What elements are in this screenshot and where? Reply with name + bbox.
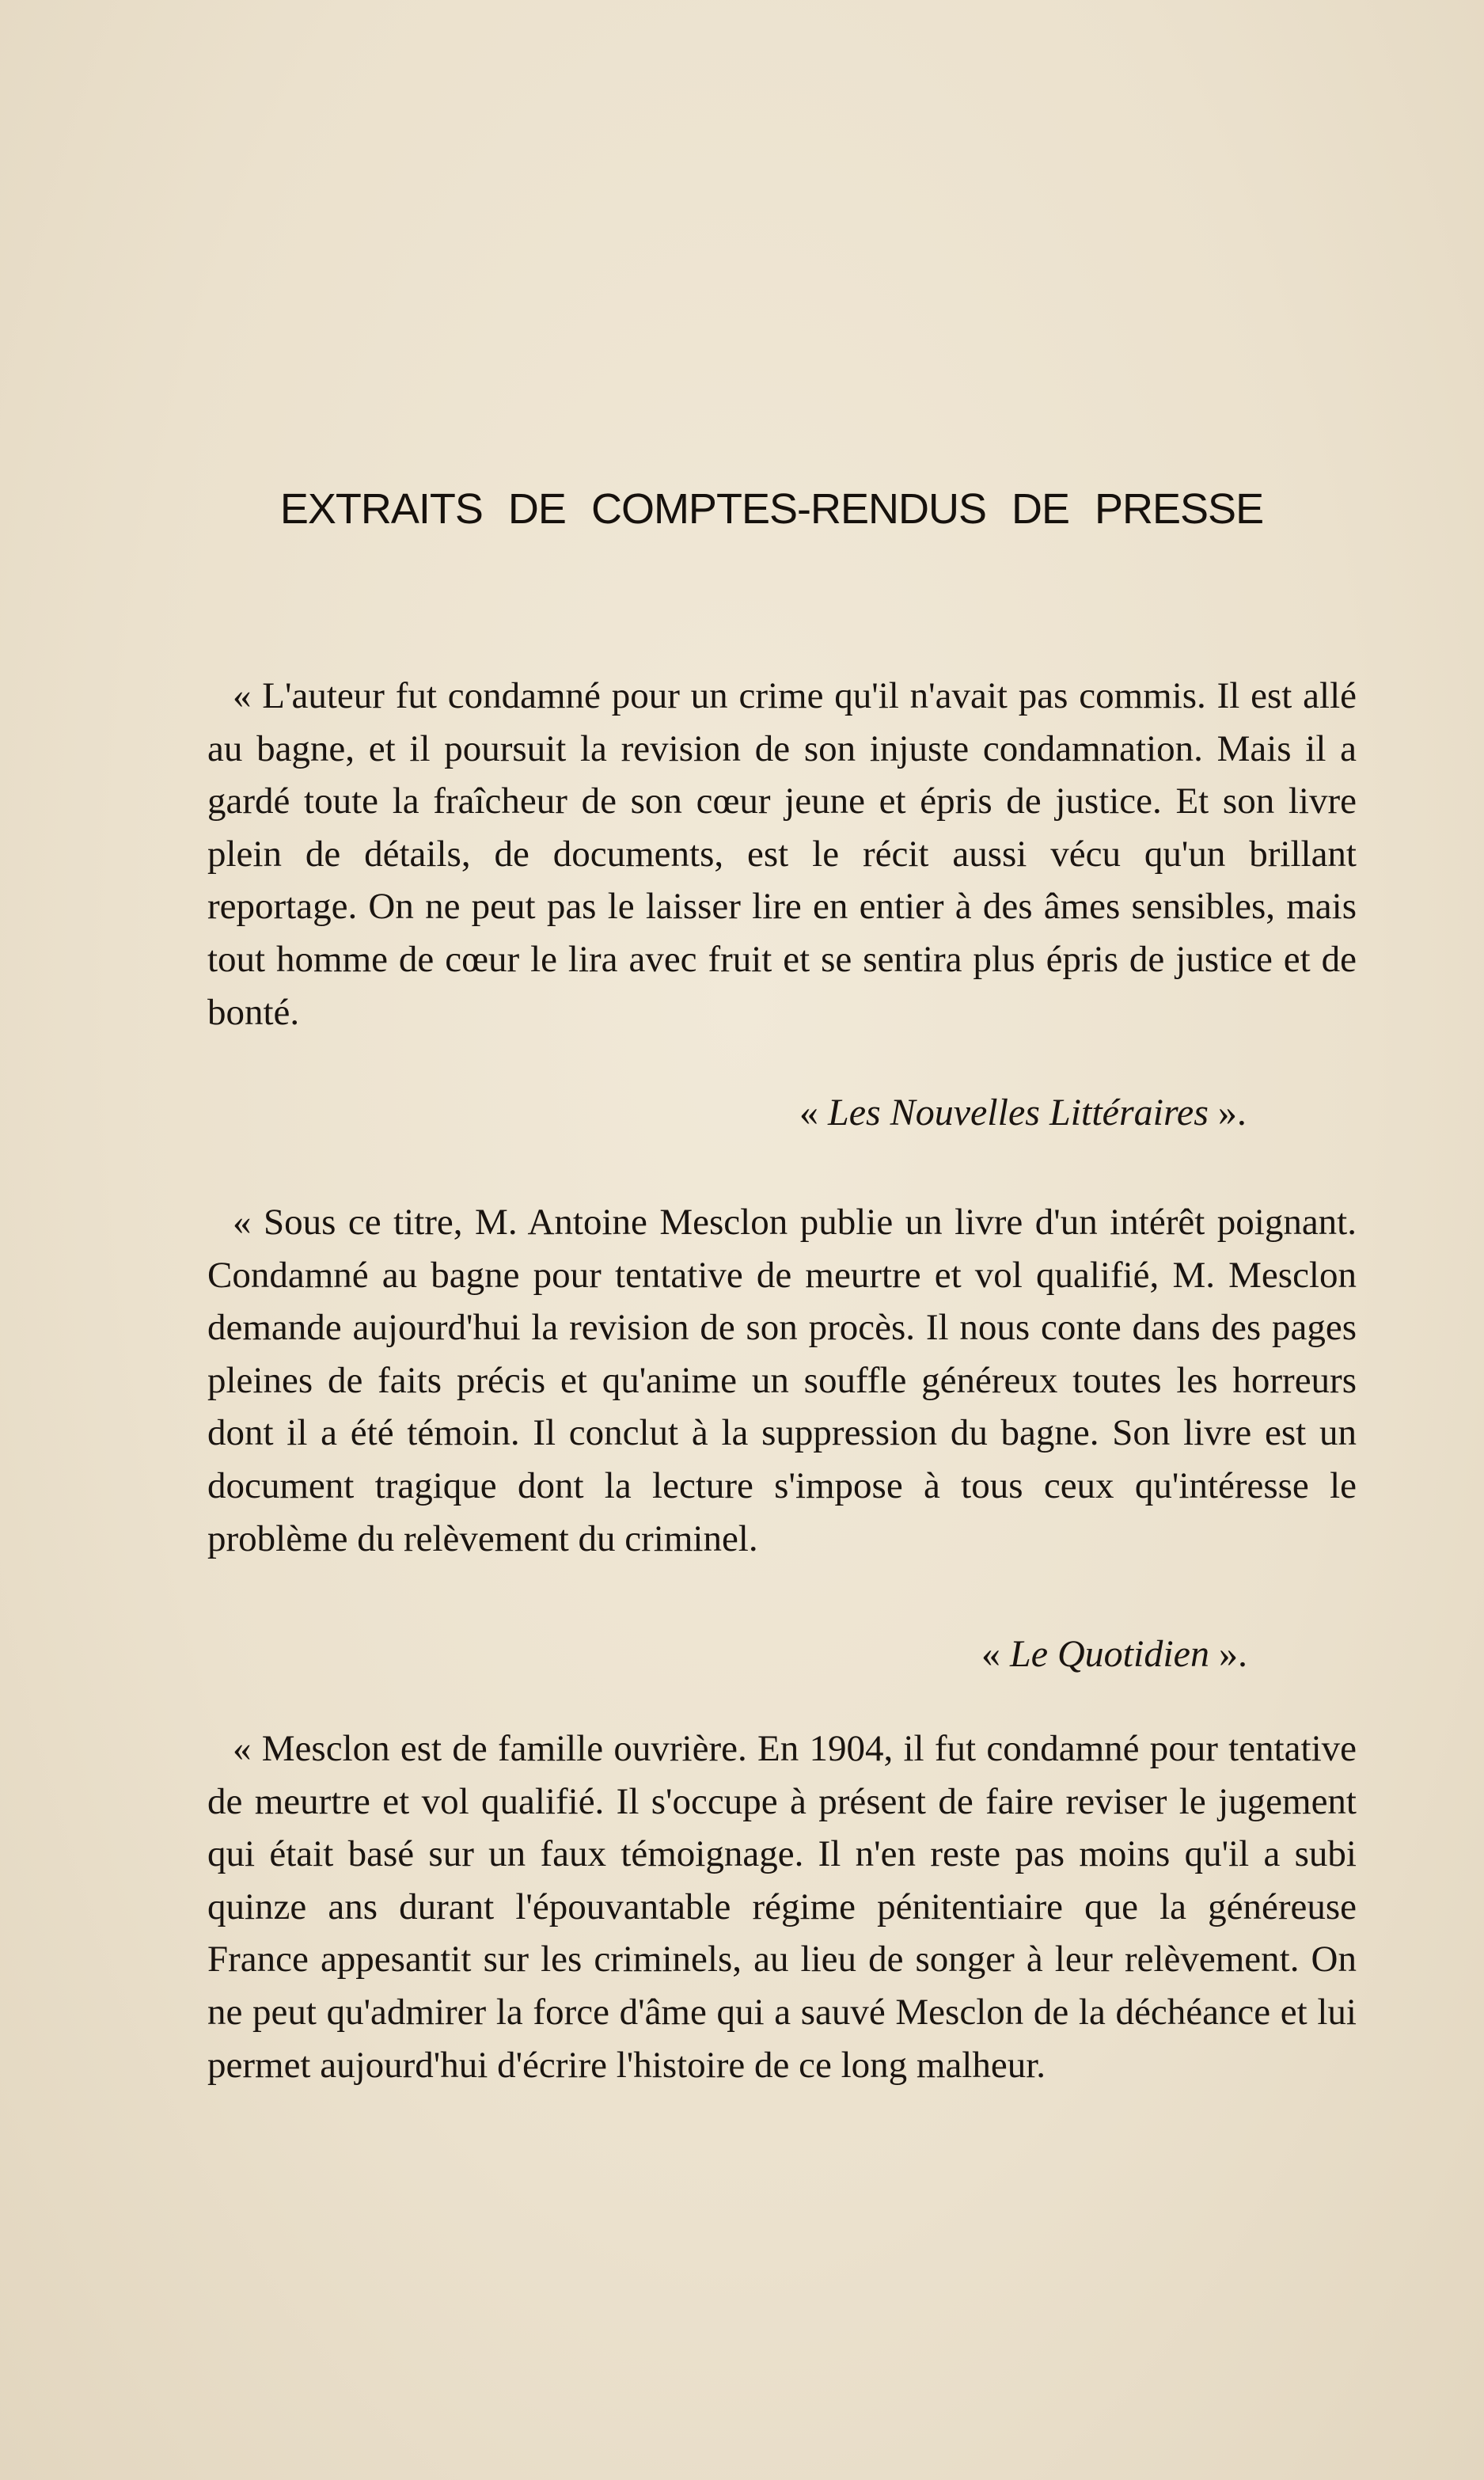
review-source-2 [981,1632,1247,1676]
source-open-mark: « [981,1633,1010,1675]
review-text: « Mesclon est de famille ouvrière. En 1904, il fut condamné pour tentative de meurtre et vol qualifié. Il s'occupe à présent de faire reviser le jugement qui était basé sur un faux témoignage. Il n'en reste pas moins qu'il a subi quinze ans durant l'épouvantable régime pénitentiaire que la généreuse France appesantit sur les criminels, au lieu de songer à leur relèvement. On ne peut qu'admirer la force d'âme qui a sauvé Mesclon de la déchéance et lui permet aujourd'hui d'écrire l'histoire de ce long malheur. [207,1728,1357,2086]
source-close-mark: ». [1209,1633,1247,1675]
review-source-1 [799,1091,1247,1134]
source-close-mark: ». [1208,1092,1247,1134]
review-text: « L'auteur fut condamné pour un crime qu'il n'avait pas commis. Il est allé au bagne, et il poursuit la revision de son injuste condamnation. Mais il a gardé toute la fraîcheur de son cœur jeune et épris de justice. Et son livre plein de détails, de documents, est le récit aussi vécu qu'un brillant reportage. On ne peut pas le laisser lire en entier à des âmes sensibles, mais tout homme de cœur le lira avec fruit et se sentira plus épris de justice et de bonté. [207,675,1357,1033]
review-text: « Sous ce titre, M. Antoine Mesclon publie un livre d'un intérêt poignant. Condamné au bagne pour tentative de meurtre et vol qualifié, M. Mesclon demande aujourd'hui la revision de son procès. Il nous conte dans des pages pleines de faits précis et qu'anime un souffle généreux toutes les horreurs dont il a été témoin. Il conclut à la suppression du bagne. Son livre est un document tragique dont la lecture s'impose à tous ceux qu'intéresse le problème du relèvement du criminel. [207,1202,1357,1559]
press-review-2 [207,1196,1357,1565]
press-review-1 [207,670,1357,1039]
press-review-3 [207,1722,1357,2091]
show-through-texture [214,237,1338,290]
page-heading: EXTRAITS DE COMPTES-RENDUS DE PRESSE [279,485,1264,533]
source-open-mark: « [799,1092,828,1134]
source-name: Le Quotidien [1010,1633,1209,1675]
source-name: Les Nouvelles Littéraires [828,1092,1209,1134]
